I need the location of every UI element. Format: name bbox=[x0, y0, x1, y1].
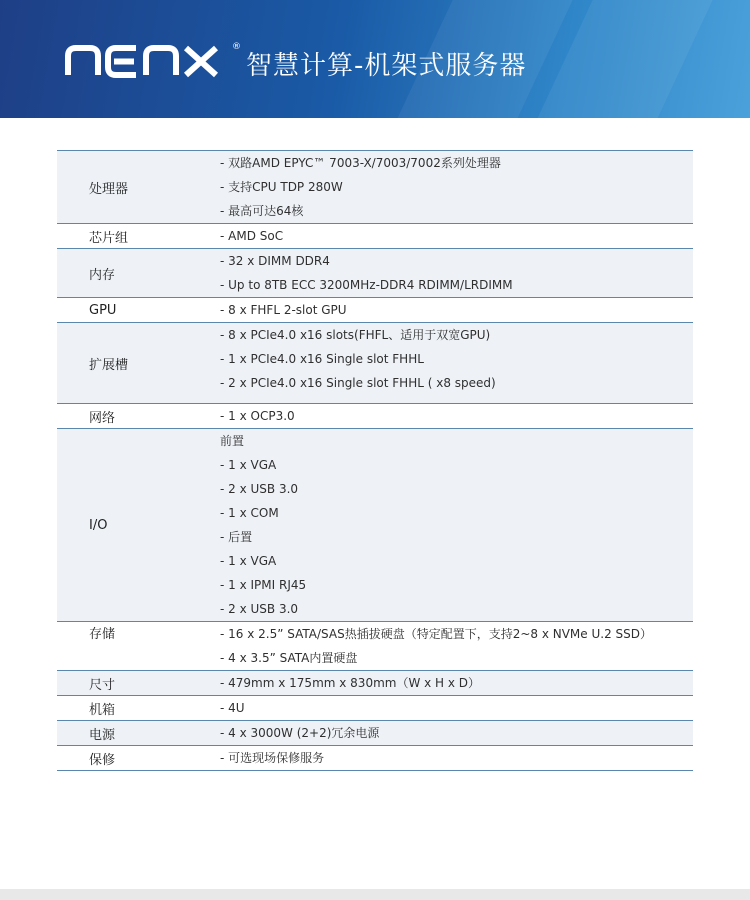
spec-value: - 4U bbox=[220, 701, 245, 715]
spec-row-gpu bbox=[57, 298, 693, 323]
spec-value: - 1 x VGA bbox=[220, 458, 277, 472]
spec-value: - Up to 8TB ECC 3200MHz-DDR4 RDIMM/LRDIMM bbox=[220, 278, 513, 292]
spec-table bbox=[57, 150, 693, 771]
spec-value: - 后置 bbox=[220, 530, 253, 544]
spec-value: - 可选现场保修服务 bbox=[220, 751, 325, 765]
spec-value: - 2 x USB 3.0 bbox=[220, 482, 299, 496]
spec-value: - 支持CPU TDP 280W bbox=[220, 180, 343, 194]
spec-value: - 4 x 3.5” SATA内置硬盘 bbox=[220, 651, 358, 665]
spec-label: 存储 bbox=[89, 627, 116, 642]
spec-row-processor bbox=[57, 151, 693, 224]
registered-mark: ® bbox=[232, 42, 241, 52]
spec-value: - 2 x PCIe4.0 x16 Single slot FHHL ( x8 speed) bbox=[220, 376, 496, 390]
spec-row-power bbox=[57, 721, 693, 746]
spec-label: 尺寸 bbox=[89, 677, 116, 693]
spec-value: - 479mm x 175mm x 830mm（W x H x D） bbox=[220, 676, 481, 690]
spec-value: - 1 x COM bbox=[220, 506, 279, 520]
spec-value: - 1 x PCIe4.0 x16 Single slot FHHL bbox=[220, 352, 424, 366]
spec-value: - 最高可达64核 bbox=[220, 204, 304, 218]
spec-value: - 2 x USB 3.0 bbox=[220, 602, 299, 616]
spec-row-network bbox=[57, 404, 693, 429]
spec-value: - 1 x VGA bbox=[220, 554, 277, 568]
spec-row-storage bbox=[57, 622, 693, 671]
spec-row-chassis bbox=[57, 696, 693, 721]
spec-value: - 32 x DIMM DDR4 bbox=[220, 254, 330, 268]
spec-value: - 1 x OCP3.0 bbox=[220, 409, 295, 423]
spec-value: - 8 x PCIe4.0 x16 slots(FHFL、适用于双宽GPU) bbox=[220, 328, 491, 342]
spec-row-warranty bbox=[57, 746, 693, 771]
spec-label: 处理器 bbox=[89, 181, 129, 197]
spec-value: - 4 x 3000W (2+2)冗余电源 bbox=[220, 726, 380, 740]
spec-row-expansion-slots bbox=[57, 323, 693, 404]
spec-value: - 8 x FHFL 2-slot GPU bbox=[220, 303, 347, 317]
spec-value: - AMD SoC bbox=[220, 229, 284, 243]
header-banner bbox=[0, 0, 750, 118]
spec-row-memory bbox=[57, 249, 693, 298]
spec-label: 机箱 bbox=[89, 702, 116, 718]
spec-row-chipset bbox=[57, 224, 693, 249]
spec-row-io bbox=[57, 429, 693, 622]
spec-label: 内存 bbox=[89, 267, 116, 283]
spec-label: I/O bbox=[89, 517, 108, 533]
spec-label: 网络 bbox=[89, 410, 116, 426]
spec-value: - 16 x 2.5” SATA/SAS热插拔硬盘（特定配置下，支持2~8 x NVMe U.2 SSD） bbox=[220, 627, 653, 641]
spec-label: 电源 bbox=[89, 727, 116, 743]
spec-value: - 1 x IPMI RJ45 bbox=[220, 578, 307, 592]
spec-label: 芯片组 bbox=[89, 230, 129, 246]
nenx-logo bbox=[64, 42, 232, 78]
spec-label: GPU bbox=[89, 302, 117, 318]
page-title: 智慧计算-机架式服务器 bbox=[246, 51, 527, 81]
spec-label: 保修 bbox=[89, 752, 116, 768]
footer-bar bbox=[0, 889, 750, 900]
spec-row-dimensions bbox=[57, 671, 693, 696]
spec-label: 扩展槽 bbox=[89, 357, 129, 373]
spec-value: 前置 bbox=[220, 434, 245, 448]
spec-value: - 双路AMD EPYC™ 7003-X/7003/7002系列处理器 bbox=[220, 156, 501, 170]
